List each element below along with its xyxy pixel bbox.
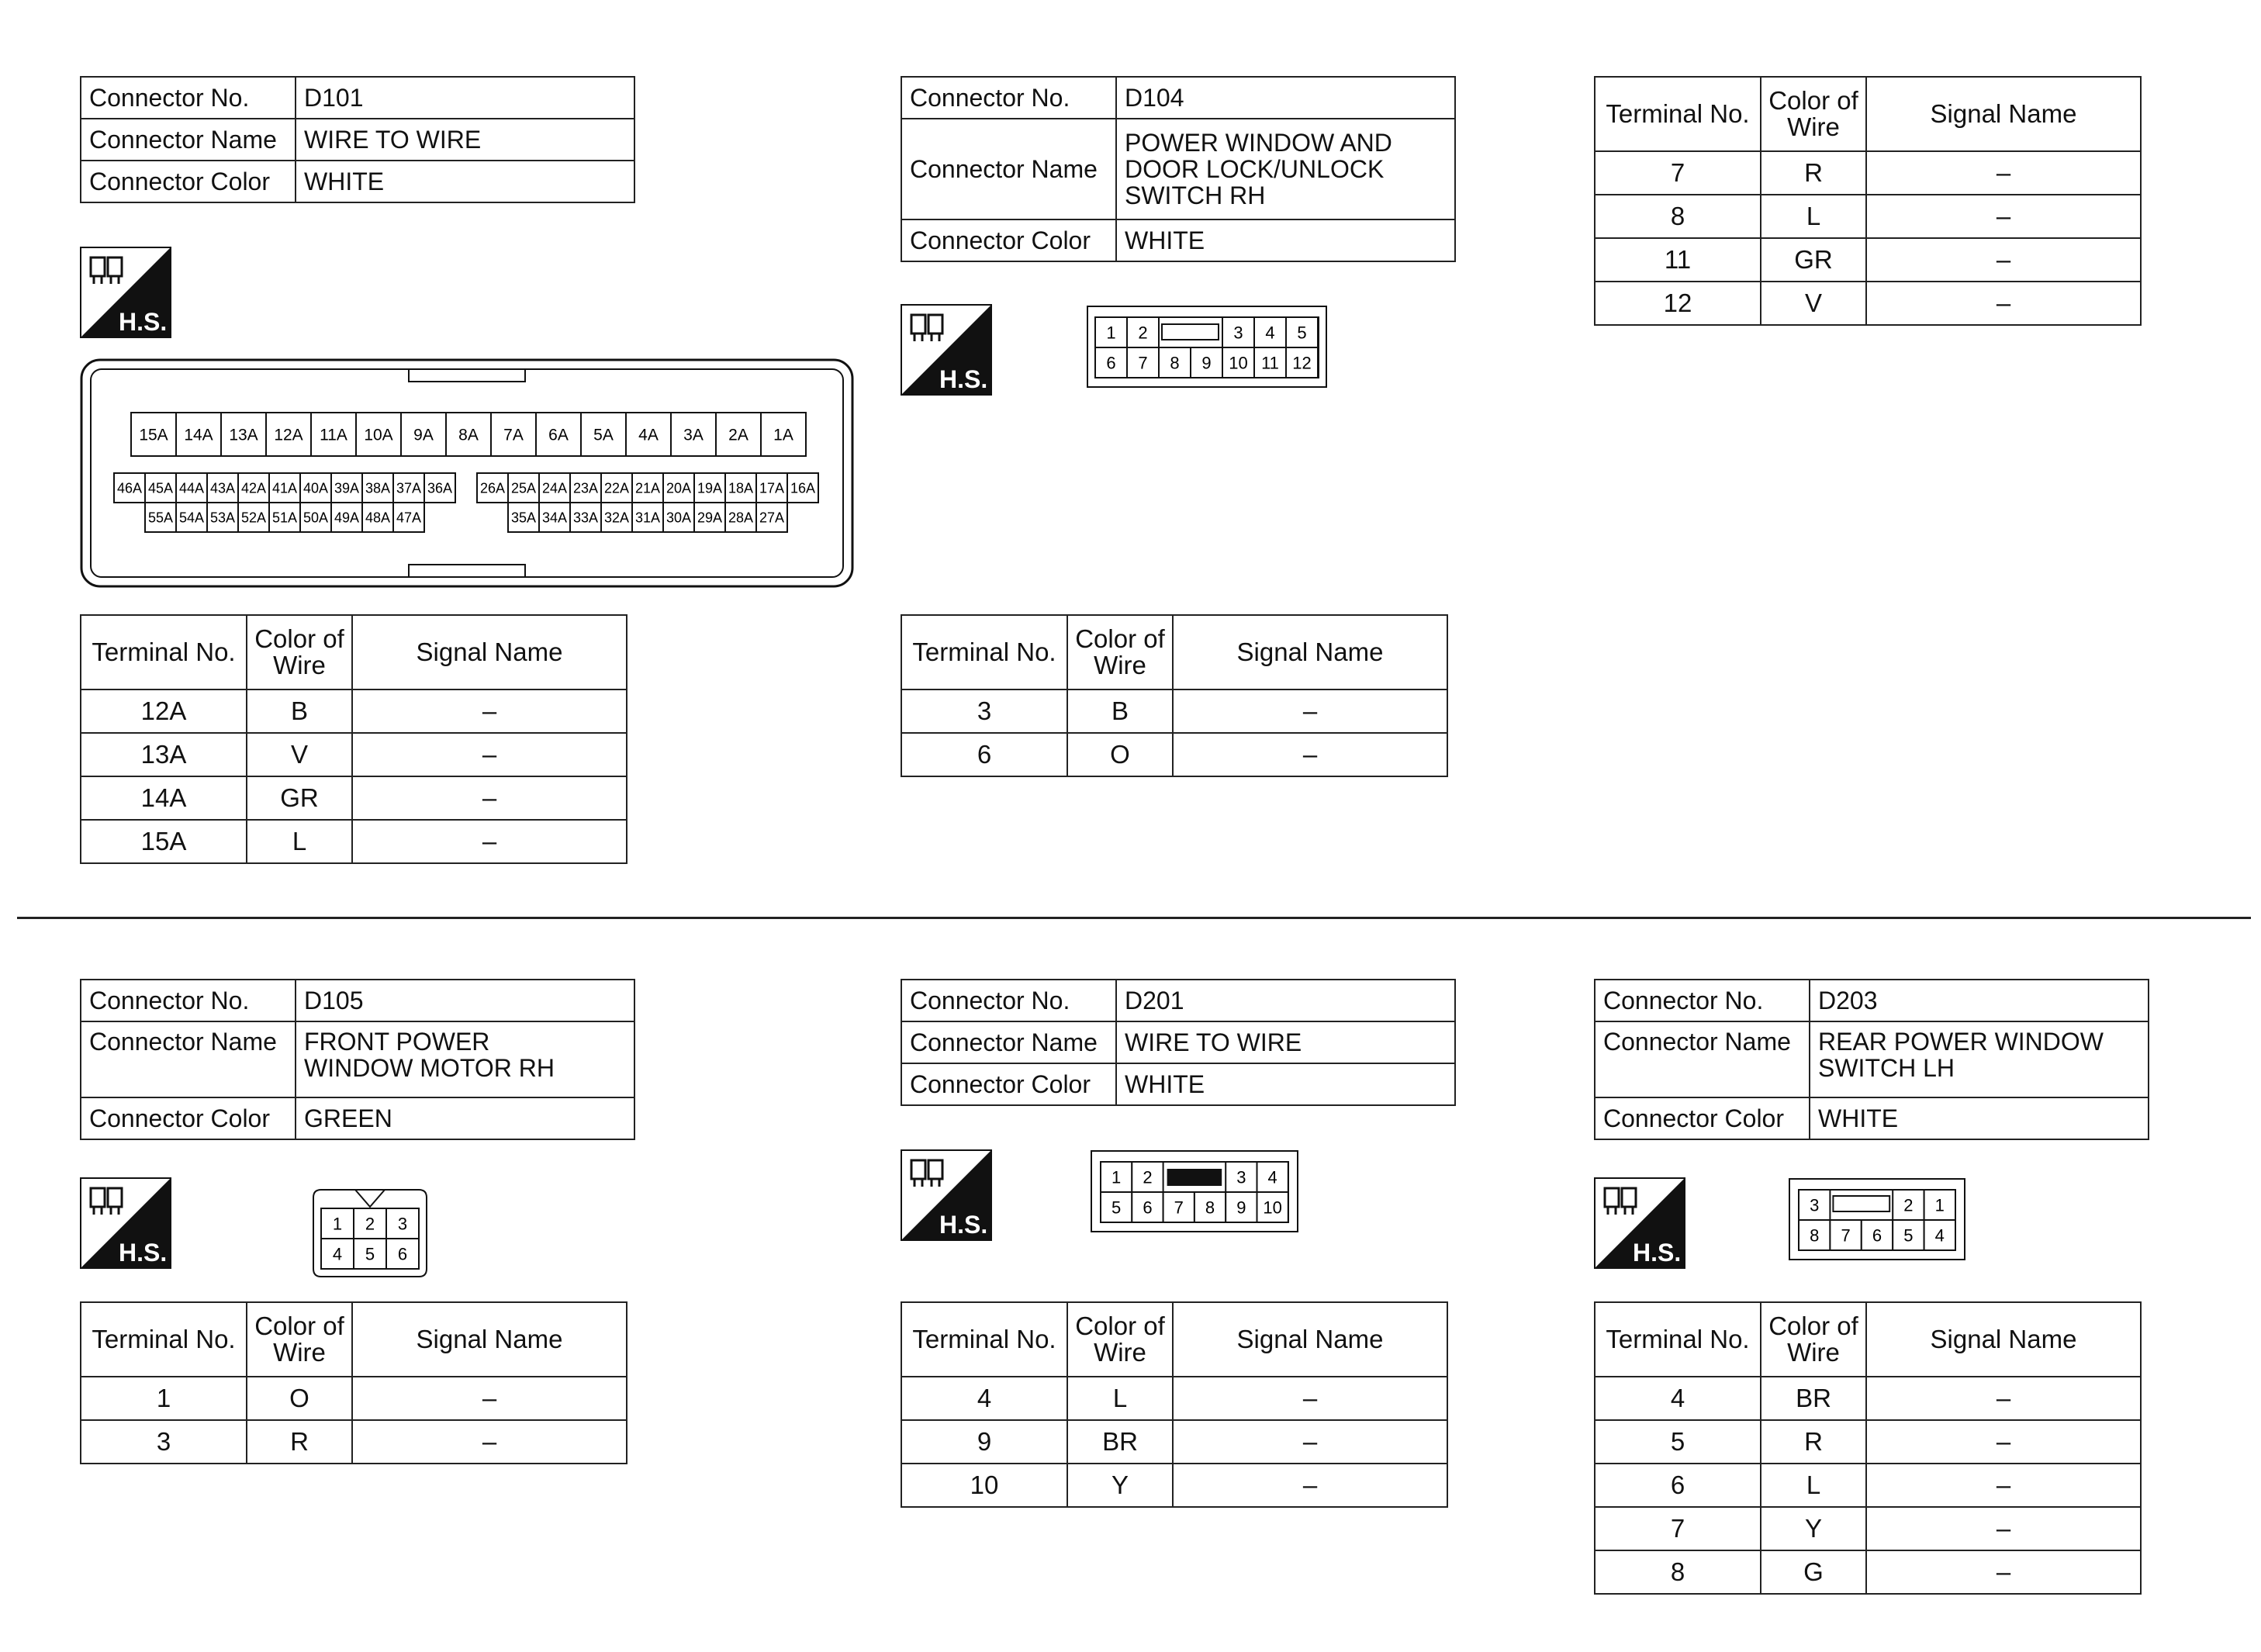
terminal-cell: 11	[1595, 238, 1761, 282]
pin-label: 1	[332, 1214, 343, 1234]
label-connector-no: Connector No.	[1595, 980, 1810, 1021]
pin-label: 7	[1174, 1198, 1184, 1218]
pin-label: 6	[397, 1244, 408, 1264]
d203-connector-diagram	[1788, 1177, 1966, 1261]
table-row	[1595, 282, 2141, 325]
header-color-of-wire: Color of Wire	[1761, 1302, 1866, 1377]
signal-name-cell: –	[1173, 733, 1447, 776]
table-row	[81, 776, 627, 820]
header-signal-name: Signal Name	[1173, 615, 1447, 689]
table-row	[1595, 1550, 2141, 1594]
wire-color-cell: O	[1067, 733, 1173, 776]
lock-tab	[1162, 324, 1219, 340]
hs-icon	[80, 1177, 171, 1269]
pin-label: 11	[1261, 353, 1279, 373]
pin-label: 42A	[240, 480, 267, 496]
signal-name-cell: –	[1866, 195, 2141, 238]
table-row	[1595, 195, 2141, 238]
header-color-of-wire: Color of Wire	[1067, 615, 1173, 689]
signal-name-cell: –	[352, 776, 627, 820]
wire-color-cell: Y	[1761, 1507, 1866, 1550]
label-connector-color: Connector Color	[901, 1063, 1116, 1105]
pin-label: 26A	[479, 480, 506, 496]
table-row	[81, 689, 627, 733]
pin-label: 8	[1810, 1225, 1820, 1246]
signal-name-cell: –	[1866, 1377, 2141, 1420]
pin-label: 14A	[184, 426, 213, 444]
pin-label: 5	[365, 1244, 375, 1264]
pin-label: 5	[1297, 323, 1307, 343]
terminal-cell: 7	[1595, 151, 1761, 195]
terminal-cell: 12	[1595, 282, 1761, 325]
label-connector-name: Connector Name	[81, 119, 296, 161]
pin-label: 9	[1236, 1198, 1246, 1218]
pin-label: 27A	[759, 510, 785, 526]
d201-connector-diagram	[1090, 1149, 1299, 1233]
hs-icon	[1594, 1177, 1685, 1269]
pin-label: 41A	[271, 480, 298, 496]
pin-label: 7	[1138, 353, 1148, 373]
pin-label: 1	[1106, 323, 1116, 343]
table-row	[1595, 238, 2141, 282]
d201-color: WHITE	[1116, 1063, 1455, 1105]
pin-label: 3	[1233, 323, 1243, 343]
pin-label: 55A	[147, 510, 174, 526]
pin-label: 31A	[634, 510, 661, 526]
pin-label: 8	[1205, 1198, 1215, 1218]
pin-label: 3	[397, 1214, 408, 1234]
signal-name-cell: –	[1866, 1420, 2141, 1464]
table-row	[901, 1377, 1447, 1420]
terminal-cell: 6	[1595, 1464, 1761, 1507]
label-connector-color: Connector Color	[901, 219, 1116, 261]
wire-color-cell: L	[1761, 1464, 1866, 1507]
header-signal-name: Signal Name	[1173, 1302, 1447, 1377]
pin-label: 6	[1106, 353, 1116, 373]
pin-label: 4	[1934, 1225, 1945, 1246]
pin-label: 25A	[510, 480, 537, 496]
wire-color-cell: V	[247, 733, 352, 776]
wire-color-cell: V	[1761, 282, 1866, 325]
table-row	[901, 1464, 1447, 1507]
d203-color: WHITE	[1810, 1097, 2149, 1139]
d101-info-table	[80, 76, 635, 203]
label-connector-no: Connector No.	[901, 980, 1116, 1021]
table-row	[1595, 1420, 2141, 1464]
pin-label: 2	[1143, 1167, 1153, 1187]
wire-color-cell: O	[247, 1377, 352, 1420]
d104-connector-diagram	[1086, 305, 1328, 389]
terminal-cell: 8	[1595, 195, 1761, 238]
pin-label: 48A	[365, 510, 391, 526]
d104-color: WHITE	[1116, 219, 1455, 261]
d101-connector-diagram	[80, 358, 854, 588]
terminal-cell: 4	[901, 1377, 1067, 1420]
d201-no: D201	[1116, 980, 1455, 1021]
signal-name-cell: –	[352, 820, 627, 863]
pin-label: 8	[1170, 353, 1180, 373]
table-row	[1595, 1377, 2141, 1420]
terminal-cell: 5	[1595, 1420, 1761, 1464]
pin-label: 4	[1265, 323, 1275, 343]
pin-label: 52A	[240, 510, 267, 526]
signal-name-cell: –	[1866, 1507, 2141, 1550]
hs-label: H.S.	[119, 308, 168, 336]
header-color-of-wire: Color of Wire	[1067, 1302, 1173, 1377]
pin-label: 1	[1111, 1167, 1122, 1187]
table-row	[1595, 151, 2141, 195]
d201-name: WIRE TO WIRE	[1116, 1021, 1455, 1063]
wire-color-cell: R	[1761, 1420, 1866, 1464]
signal-name-cell: –	[1173, 689, 1447, 733]
terminal-cell: 4	[1595, 1377, 1761, 1420]
pin-label: 5A	[593, 426, 614, 444]
pin-label: 49A	[334, 510, 360, 526]
terminal-cell: 6	[901, 733, 1067, 776]
header-signal-name: Signal Name	[352, 615, 627, 689]
wire-color-cell: G	[1761, 1550, 1866, 1594]
pin-label: 45A	[147, 480, 174, 496]
pin-label: 21A	[634, 480, 661, 496]
terminal-cell: 9	[901, 1420, 1067, 1464]
wire-color-cell: BR	[1067, 1420, 1173, 1464]
label-connector-name: Connector Name	[1595, 1021, 1810, 1097]
pin-label: 1	[1934, 1195, 1945, 1215]
signal-name-cell: –	[352, 689, 627, 733]
header-terminal-no: Terminal No.	[901, 1302, 1067, 1377]
d105-connector-diagram	[310, 1187, 430, 1280]
section-divider	[17, 917, 2251, 919]
pin-label: 29A	[697, 510, 723, 526]
label-connector-name: Connector Name	[901, 1021, 1116, 1063]
label-connector-name: Connector Name	[901, 119, 1116, 219]
d101-color: WHITE	[296, 161, 634, 202]
pin-label: 46A	[116, 480, 143, 496]
wire-color-cell: R	[1761, 151, 1866, 195]
pin-label: 3A	[683, 426, 704, 444]
pin-label: 7	[1841, 1225, 1851, 1246]
signal-name-cell: –	[1173, 1377, 1447, 1420]
pin-label: 17A	[759, 480, 785, 496]
hs-icon	[901, 304, 992, 396]
pin-label: 2A	[728, 426, 748, 444]
header-signal-name: Signal Name	[1866, 77, 2141, 151]
signal-name-cell: –	[352, 1420, 627, 1464]
d101-terminal-table	[80, 614, 627, 864]
wire-color-cell: Y	[1067, 1464, 1173, 1507]
wire-color-cell: L	[1761, 195, 1866, 238]
d105-no: D105	[296, 980, 634, 1021]
pin-label: 5	[1903, 1225, 1914, 1246]
d201-info-table	[901, 979, 1456, 1106]
pin-label: 36A	[427, 480, 453, 496]
pin-label: 4A	[638, 426, 659, 444]
label-connector-color: Connector Color	[1595, 1097, 1810, 1139]
pin-label: 2	[1903, 1195, 1914, 1215]
signal-name-cell: –	[1173, 1464, 1447, 1507]
pin-label: 6	[1143, 1198, 1153, 1218]
d104-terminal-table	[901, 614, 1448, 777]
label-connector-no: Connector No.	[81, 980, 296, 1021]
signal-name-cell: –	[1173, 1420, 1447, 1464]
pin-label: 4	[332, 1244, 343, 1264]
label-connector-color: Connector Color	[81, 1097, 296, 1139]
pin-label: 44A	[178, 480, 205, 496]
wire-color-cell: GR	[1761, 238, 1866, 282]
pin-label: 33A	[572, 510, 599, 526]
d201-terminal-table	[901, 1301, 1448, 1508]
pin-label: 5	[1111, 1198, 1122, 1218]
signal-name-cell: –	[1866, 1550, 2141, 1594]
header-color-of-wire: Color of Wire	[247, 615, 352, 689]
pin-label: 20A	[666, 480, 692, 496]
table-row	[81, 820, 627, 863]
hs-icon	[901, 1149, 992, 1241]
terminal-cell: 3	[901, 689, 1067, 733]
pin-label: 13A	[229, 426, 258, 444]
pin-label: 9	[1201, 353, 1212, 373]
table-row	[901, 689, 1447, 733]
pin-label: 4	[1267, 1167, 1277, 1187]
d101-name: WIRE TO WIRE	[296, 119, 634, 161]
table-row	[81, 1420, 627, 1464]
pin-label: 2	[1138, 323, 1148, 343]
d104-info-table	[901, 76, 1456, 262]
signal-name-cell: –	[1866, 1464, 2141, 1507]
header-terminal-no: Terminal No.	[901, 615, 1067, 689]
wire-color-cell: B	[1067, 689, 1173, 733]
pin-label: 51A	[271, 510, 298, 526]
d104-name: POWER WINDOW AND DOOR LOCK/UNLOCK SWITCH RH	[1116, 119, 1455, 219]
d105-name: FRONT POWER WINDOW MOTOR RH	[296, 1021, 634, 1097]
d203-terminal-table	[1594, 1301, 2142, 1595]
d203-info-table	[1594, 979, 2149, 1140]
pin-label: 50A	[303, 510, 329, 526]
pin-label: 23A	[572, 480, 599, 496]
header-signal-name: Signal Name	[1866, 1302, 2141, 1377]
pin-label: 53A	[209, 510, 236, 526]
label-connector-no: Connector No.	[901, 77, 1116, 119]
signal-name-cell: –	[1866, 282, 2141, 325]
pin-label: 6	[1872, 1225, 1882, 1246]
hs-label: H.S.	[119, 1239, 168, 1267]
hs-label: H.S.	[939, 365, 988, 393]
d105-info-table	[80, 979, 635, 1140]
terminal-cell: 12A	[81, 689, 247, 733]
d105-color: GREEN	[296, 1097, 634, 1139]
table-row	[81, 1377, 627, 1420]
pin-label: 7A	[503, 426, 524, 444]
pin-label: 9A	[413, 426, 434, 444]
terminal-cell: 15A	[81, 820, 247, 863]
pin-label: 15A	[139, 426, 168, 444]
wire-color-cell: R	[247, 1420, 352, 1464]
pin-label: 3	[1810, 1195, 1820, 1215]
table-row	[901, 1420, 1447, 1464]
pin-label: 19A	[697, 480, 723, 496]
terminal-cell: 1	[81, 1377, 247, 1420]
signal-name-cell: –	[1866, 151, 2141, 195]
pin-label: 32A	[603, 510, 630, 526]
d203-name: REAR POWER WINDOW SWITCH LH	[1810, 1021, 2149, 1097]
wire-color-cell: L	[247, 820, 352, 863]
pin-label: 10	[1263, 1198, 1282, 1218]
table-row	[81, 733, 627, 776]
pin-label: 47A	[396, 510, 422, 526]
label-connector-name: Connector Name	[81, 1021, 296, 1097]
pin-label: 16A	[790, 480, 816, 496]
pin-label: 38A	[365, 480, 391, 496]
label-connector-color: Connector Color	[81, 161, 296, 202]
header-terminal-no: Terminal No.	[1595, 77, 1761, 151]
terminal-cell: 7	[1595, 1507, 1761, 1550]
pin-label: 30A	[666, 510, 692, 526]
pin-label: 1A	[773, 426, 793, 444]
pin-label: 12A	[274, 426, 303, 444]
signal-name-cell: –	[1866, 238, 2141, 282]
pin-label: 18A	[728, 480, 754, 496]
header-terminal-no: Terminal No.	[81, 615, 247, 689]
lock-tab	[1168, 1170, 1222, 1185]
pin-label: 39A	[334, 480, 360, 496]
pin-label: 37A	[396, 480, 422, 496]
signal-name-cell: –	[352, 1377, 627, 1420]
table-row	[1595, 1464, 2141, 1507]
signal-name-cell: –	[352, 733, 627, 776]
pin-label: 54A	[178, 510, 205, 526]
terminal-cell: 3	[81, 1420, 247, 1464]
wire-color-cell: L	[1067, 1377, 1173, 1420]
d105-terminal-table	[80, 1301, 627, 1464]
table-row	[1595, 1507, 2141, 1550]
pin-label: 35A	[510, 510, 537, 526]
lock-tab	[1833, 1196, 1889, 1211]
pin-label: 10A	[364, 426, 393, 444]
hs-label: H.S.	[1633, 1239, 1682, 1267]
pin-label: 10	[1229, 353, 1248, 373]
header-color-of-wire: Color of Wire	[1761, 77, 1866, 151]
pin-label: 43A	[209, 480, 236, 496]
header-terminal-no: Terminal No.	[81, 1302, 247, 1377]
terminal-cell: 14A	[81, 776, 247, 820]
terminal-cell: 8	[1595, 1550, 1761, 1594]
header-signal-name: Signal Name	[352, 1302, 627, 1377]
d203-no: D203	[1810, 980, 2149, 1021]
pin-label: 2	[365, 1214, 375, 1234]
wire-color-cell: B	[247, 689, 352, 733]
pin-label: 22A	[603, 480, 630, 496]
pin-label: 12	[1292, 353, 1312, 373]
pin-label: 8A	[458, 426, 479, 444]
pin-label: 11A	[320, 426, 347, 444]
d101-no: D101	[296, 77, 634, 119]
header-color-of-wire: Color of Wire	[247, 1302, 352, 1377]
label-connector-no: Connector No.	[81, 77, 296, 119]
pin-label: 28A	[728, 510, 754, 526]
terminal-cell: 13A	[81, 733, 247, 776]
pin-label: 24A	[541, 480, 568, 496]
wire-color-cell: BR	[1761, 1377, 1866, 1420]
hs-label: H.S.	[939, 1211, 988, 1239]
header-terminal-no: Terminal No.	[1595, 1302, 1761, 1377]
pin-label: 34A	[541, 510, 568, 526]
d104-no: D104	[1116, 77, 1455, 119]
pin-label: 6A	[548, 426, 569, 444]
table-row	[901, 733, 1447, 776]
wire-color-cell: GR	[247, 776, 352, 820]
pin-label: 40A	[303, 480, 329, 496]
d104-terminal-table-continued	[1594, 76, 2142, 326]
pin-label: 3	[1236, 1167, 1246, 1187]
terminal-cell: 10	[901, 1464, 1067, 1507]
hs-icon	[80, 247, 171, 338]
